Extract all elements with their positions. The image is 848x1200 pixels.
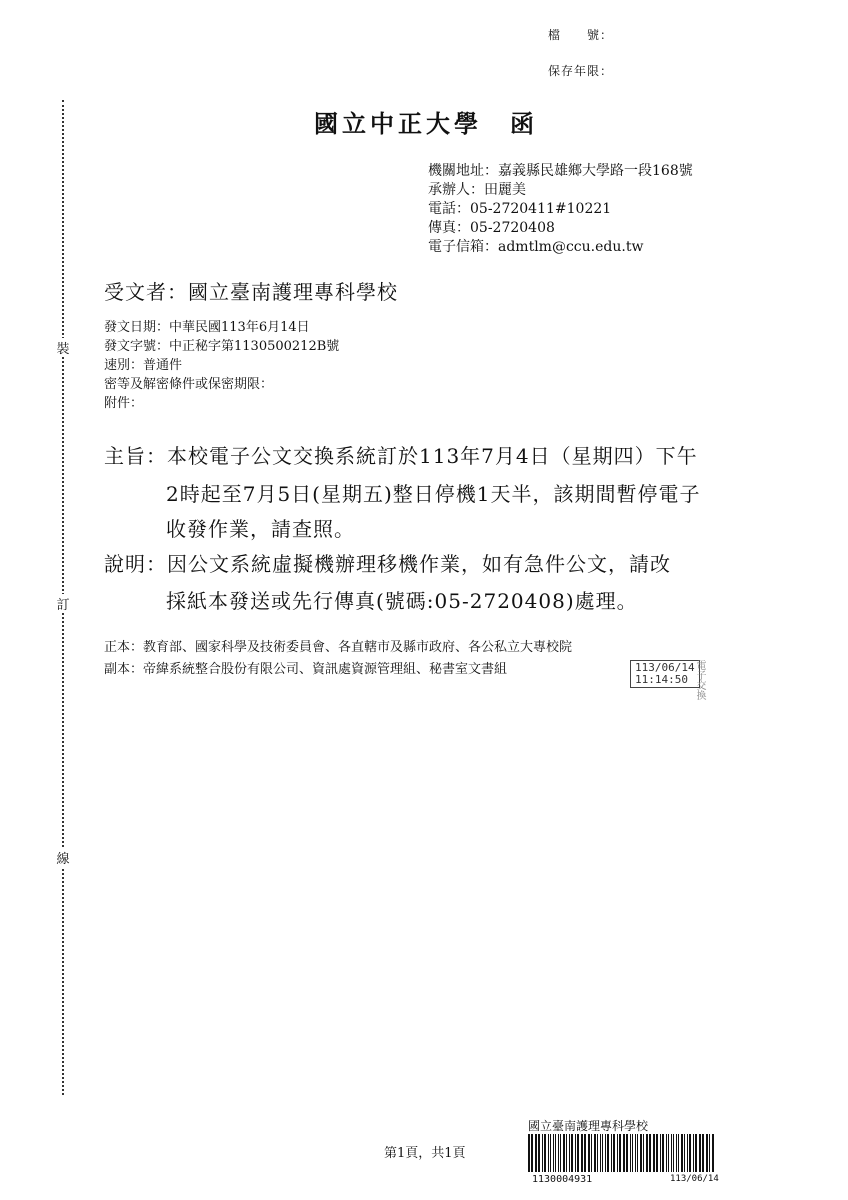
barcode-bar (594, 1134, 596, 1172)
barcode-bar (602, 1134, 603, 1172)
binding-mark-middle: 訂 (55, 594, 71, 613)
barcode-bar (637, 1134, 638, 1172)
barcode-bar (575, 1134, 576, 1172)
agency-phone: 電話：05-2720411#10221 (428, 201, 612, 217)
barcode-bar (673, 1134, 674, 1172)
barcode-bar (649, 1134, 651, 1172)
barcode-bar (550, 1134, 551, 1172)
barcode-bar (548, 1134, 549, 1172)
barcode-bar (623, 1134, 625, 1172)
barcode-bar (611, 1134, 612, 1172)
barcode-bar (619, 1134, 621, 1172)
barcode-bar (581, 1134, 583, 1172)
issue-date: 發文日期：中華民國113年6月14日 (104, 320, 310, 335)
barcode-bar (555, 1134, 556, 1172)
agency-info (428, 162, 693, 257)
barcode-bar (597, 1134, 598, 1172)
file-number-label: 檔 號： (548, 28, 614, 42)
barcode-bar (662, 1134, 664, 1172)
barcode-bar (528, 1134, 530, 1172)
barcode-bar (671, 1134, 672, 1172)
barcode-bar (643, 1134, 644, 1172)
explanation-line-1: 說明：因公文系統虛擬機辦理移機作業，如有急件公文，請改 (104, 552, 671, 576)
agency-address: 機關地址：嘉義縣民雄鄉大學路一段168號 (428, 163, 693, 179)
subject-line-3: 收發作業，請查照。 (166, 517, 355, 541)
document-meta (104, 318, 339, 413)
barcode-bar (531, 1134, 533, 1172)
barcode-bar (566, 1134, 567, 1172)
barcode-bar (591, 1134, 592, 1172)
barcode-bar (607, 1134, 609, 1172)
barcode-bar (653, 1134, 655, 1172)
binding-mark-bottom: 線 (55, 848, 71, 867)
barcode-bar (695, 1134, 697, 1172)
barcode-bar (676, 1134, 677, 1172)
barcode-bar (702, 1134, 704, 1172)
stamp-time: 11:14:50 (635, 673, 688, 686)
barcode-bar (617, 1134, 618, 1172)
barcode-bar (630, 1134, 631, 1172)
barcode-bar (544, 1134, 546, 1172)
exchange-stamp (630, 660, 700, 688)
barcode-number: 1130004931 (532, 1174, 593, 1185)
distribution-primary: 正本：教育部、國家科學及技術委員會、各直轄市及縣市政府、各公私立大專校院 (104, 640, 573, 655)
barcode-bar (684, 1134, 685, 1172)
barcode-bar (699, 1134, 701, 1172)
barcode-bar (605, 1134, 606, 1172)
retention-period-label: 保存年限： (548, 64, 614, 78)
barcode-bar (632, 1134, 633, 1172)
barcode-bar (588, 1134, 590, 1172)
barcode-bar (560, 1134, 561, 1172)
agency-email: 電子信箱：admtlm@ccu.edu.tw (428, 239, 644, 255)
agency-handler: 承辦人：田麗美 (428, 182, 526, 198)
barcode-bar (558, 1134, 559, 1172)
barcode-bar (706, 1134, 708, 1172)
subject-line-1: 主旨：本校電子公文交換系統訂於113年7月4日（星期四）下午 (104, 444, 698, 468)
subject-line-2: 2時起至7月5日(星期五)整日停機1天半，該期間暫停電子 (166, 482, 701, 506)
barcode-bar (553, 1134, 554, 1172)
distribution-copy: 副本：帝緯系統整合股份有限公司、資訊處資源管理組、秘書室文書組 (104, 662, 508, 677)
barcode-bar (709, 1134, 710, 1172)
barcode-bar (640, 1134, 642, 1172)
page-number: 第1頁，共1頁 (384, 1146, 466, 1161)
barcode-bar (538, 1134, 540, 1172)
barcode-bar (571, 1134, 573, 1172)
barcode-bar (542, 1134, 543, 1172)
barcode-bar (569, 1134, 570, 1172)
explanation-line-2: 採紙本發送或先行傳真(號碼:05-2720408)處理。 (166, 589, 638, 613)
barcode (528, 1134, 718, 1172)
document-number: 發文字號：中正秘字第1130500212B號 (104, 339, 340, 354)
stamp-label: 電子交換 (694, 660, 705, 700)
barcode-bar (660, 1134, 661, 1172)
barcode-bar (689, 1134, 691, 1172)
barcode-bar (635, 1134, 636, 1172)
barcode-bar (712, 1134, 714, 1172)
barcode-bar (687, 1134, 688, 1172)
barcode-date: 113/06/14 (670, 1174, 719, 1184)
barcode-bar (681, 1134, 683, 1172)
barcode-bar (668, 1134, 669, 1172)
barcode-bar (646, 1134, 648, 1172)
barcode-bar (666, 1134, 667, 1172)
recipient: 受文者：國立臺南護理專科學校 (104, 280, 398, 304)
barcode-bar (600, 1134, 601, 1172)
barcode-bar (577, 1134, 579, 1172)
barcode-bar (693, 1134, 694, 1172)
barcode-bar (678, 1134, 679, 1172)
binding-mark-top: 裝 (55, 338, 71, 357)
agency-fax: 傳真：05-2720408 (428, 220, 555, 236)
barcode-bar (656, 1134, 658, 1172)
barcode-bars (528, 1134, 718, 1172)
delivery-speed: 速別：普通件 (104, 358, 183, 373)
security-level: 密等及解密條件或保密期限： (104, 377, 274, 392)
receiver-label: 國立臺南護理專科學校 (528, 1119, 649, 1133)
barcode-bar (563, 1134, 565, 1172)
barcode-bar (613, 1134, 615, 1172)
stamp-date: 113/06/14 (635, 661, 695, 674)
barcode-bar (535, 1134, 537, 1172)
barcode-bar (584, 1134, 586, 1172)
document-title: 國立中正大學 函 (314, 109, 538, 138)
attachments: 附件： (104, 396, 144, 411)
barcode-bar (626, 1134, 628, 1172)
